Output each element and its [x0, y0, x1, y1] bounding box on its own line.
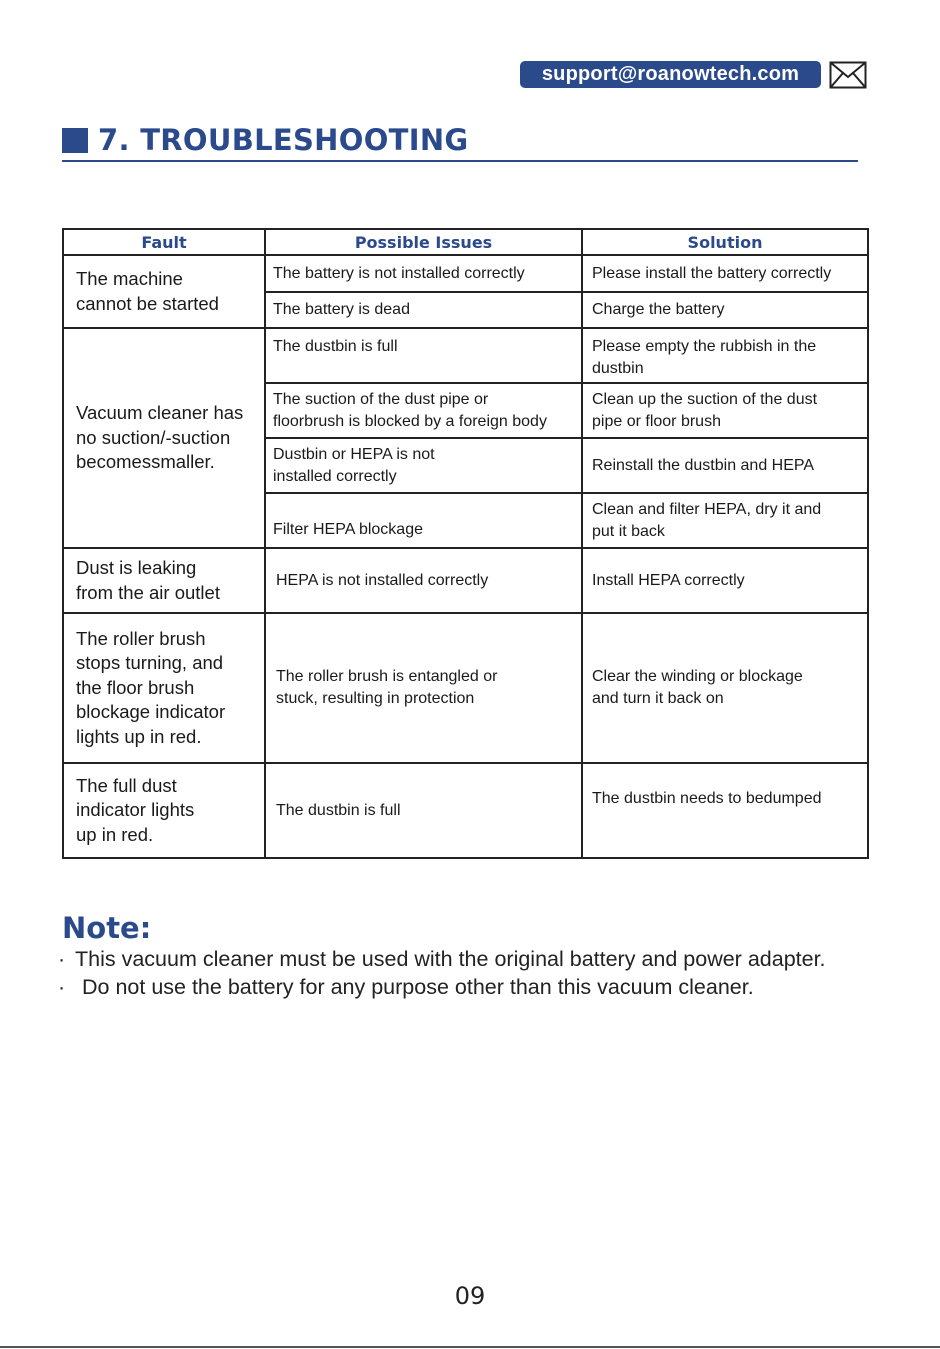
- solution-text-line: Charge the battery: [592, 301, 725, 318]
- fault-text-line: indicator lights: [76, 799, 195, 821]
- fault-text-line: up in red.: [76, 823, 154, 845]
- issue-cell: [265, 328, 582, 383]
- fault-text-line: The roller brush: [76, 627, 206, 649]
- fault-text-line: from the air outlet: [76, 581, 220, 603]
- issue-cell: [265, 438, 582, 493]
- fault-text-line: Dust is leaking: [76, 557, 197, 578]
- issue-text-line: The suction of the dust pipe or: [273, 390, 489, 408]
- fault-text-line: Vacuum cleaner has: [76, 402, 244, 424]
- solution-text-line: put it back: [592, 522, 665, 540]
- fault-text-line: blockage indicator: [76, 701, 226, 723]
- fault-cell: [63, 548, 265, 613]
- solution-text-line: and turn it back on: [592, 690, 724, 707]
- table-row: [63, 613, 868, 763]
- solution-text-line: pipe or floor brush: [592, 412, 721, 430]
- support-email[interactable]: support@roanowtech.com: [520, 61, 821, 88]
- issue-cell: [265, 383, 582, 438]
- solution-text-line: Clear the winding or blockage: [592, 668, 803, 685]
- title-divider: [62, 160, 858, 162]
- fault-text-line: The machine: [76, 268, 183, 289]
- issue-text-line: The roller brush is entangled or: [276, 668, 498, 685]
- issue-text-line: installed correctly: [273, 467, 397, 485]
- bullet-icon: ·: [58, 975, 66, 999]
- column-header-solution: Solution: [582, 229, 868, 255]
- section-title-marker: [62, 128, 88, 153]
- solution-cell: [582, 255, 868, 292]
- issue-cell: [265, 613, 582, 763]
- issue-cell: [265, 548, 582, 613]
- solution-text-line: dustbin: [592, 360, 644, 377]
- issue-cell: [265, 493, 582, 548]
- solution-text-line: Install HEPA correctly: [592, 571, 745, 589]
- issue-cell: [265, 255, 582, 292]
- solution-cell: [582, 763, 868, 858]
- note-title: Note:: [62, 911, 152, 945]
- solution-text-line: Reinstall the dustbin and HEPA: [592, 456, 815, 474]
- fault-text-line: stops turning, and: [76, 652, 224, 674]
- table-header-row: [63, 229, 868, 255]
- issue-text-line: floorbrush is blocked by a foreign body: [273, 412, 547, 430]
- fault-cell: [63, 328, 265, 548]
- note-text: This vacuum cleaner must be used with the original battery and power adapter.: [75, 947, 826, 971]
- solution-cell: [582, 613, 868, 763]
- note-item: [58, 973, 754, 1001]
- footer-rule: [0, 1346, 940, 1348]
- solution-cell: [582, 383, 868, 438]
- troubleshooting-table: [62, 228, 869, 859]
- solution-cell: [582, 328, 868, 383]
- note-text: Do not use the battery for any purpose other than this vacuum cleaner.: [82, 975, 754, 999]
- solution-cell: [582, 548, 868, 613]
- issue-cell: [265, 292, 582, 328]
- fault-text-line: the floor brush: [76, 676, 195, 698]
- fault-text-line: no suction/-suction: [76, 426, 231, 448]
- fault-text-line: cannot be started: [76, 292, 219, 314]
- solution-text-line: Please empty the rubbish in the: [592, 338, 817, 355]
- solution-cell: [582, 493, 868, 548]
- note-item: [58, 945, 826, 973]
- table-row: [63, 328, 868, 383]
- issue-text-line: Filter HEPA blockage: [273, 521, 423, 538]
- fault-cell: [63, 763, 265, 858]
- fault-cell: [63, 255, 265, 328]
- issue-text-line: The dustbin is full: [273, 338, 398, 355]
- envelope-icon: [829, 61, 867, 89]
- bullet-icon: ·: [58, 947, 66, 971]
- issue-text-line: The dustbin is full: [276, 801, 401, 819]
- fault-text-line: lights up in red.: [76, 725, 202, 747]
- column-header-possible-issues: Possible Issues: [265, 229, 582, 255]
- issue-text-line: The battery is dead: [273, 301, 410, 318]
- table-row: [63, 255, 868, 292]
- issue-text-line: stuck, resulting in protection: [276, 690, 475, 707]
- issue-text-line: Dustbin or HEPA is not: [273, 445, 435, 463]
- issue-text-line: HEPA is not installed correctly: [276, 571, 489, 589]
- section-title: 7. TROUBLESHOOTING: [98, 123, 469, 157]
- solution-text-line: Please install the battery correctly: [592, 264, 832, 282]
- table-row: [63, 548, 868, 613]
- fault-text-line: becomessmaller.: [76, 451, 215, 473]
- solution-cell: [582, 292, 868, 328]
- solution-text-line: Clean and filter HEPA, dry it and: [592, 500, 822, 518]
- issue-text-line: The battery is not installed correctly: [273, 264, 525, 282]
- issue-cell: [265, 763, 582, 858]
- column-header-fault: Fault: [63, 229, 265, 255]
- fault-cell: [63, 613, 265, 763]
- solution-cell: [582, 438, 868, 493]
- solution-text-line: Clean up the suction of the dust: [592, 390, 818, 408]
- solution-text-line: The dustbin needs to bedumped: [592, 790, 822, 807]
- fault-text-line: The full dust: [76, 774, 177, 796]
- page-number: 09: [454, 1282, 486, 1310]
- table-row: [63, 763, 868, 858]
